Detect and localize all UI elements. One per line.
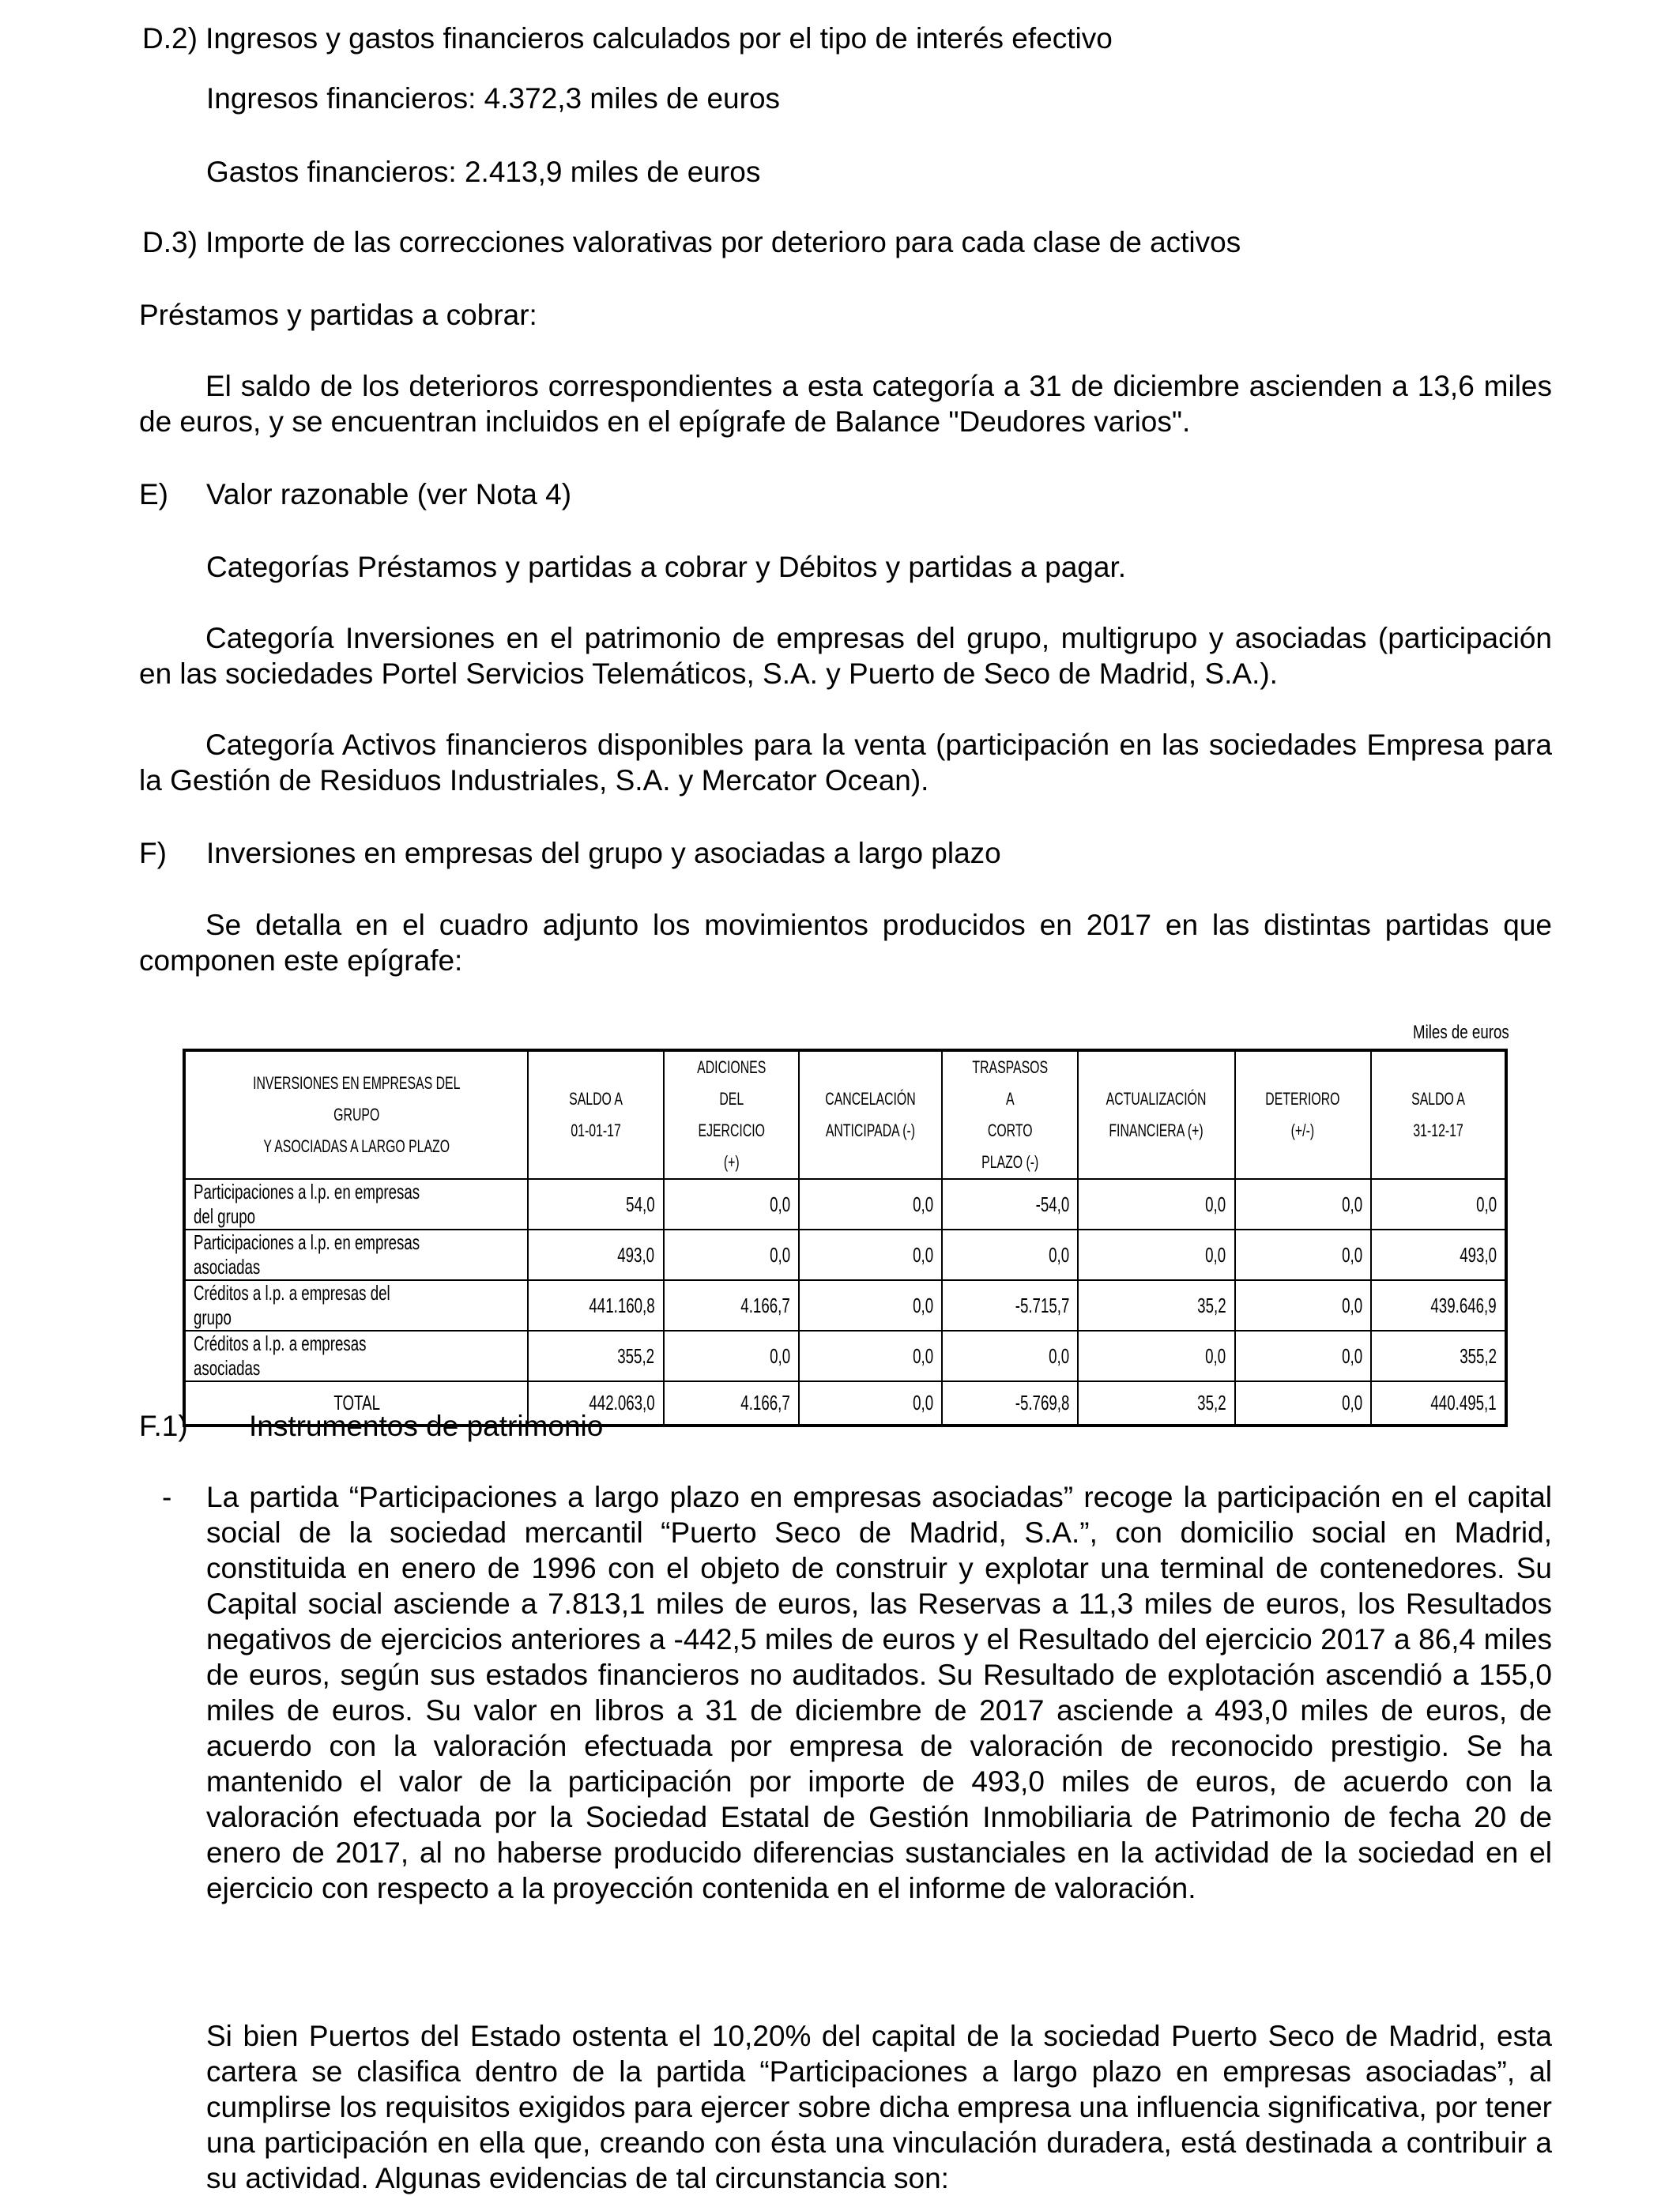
table-row xyxy=(184,1230,1506,1280)
movimientos-paragraph: Se detalla en el cuadro adjunto los movimientos producidos en 2017 en las distintas partidas que componen este epígrafe: xyxy=(139,909,1552,977)
total-value: 35,2 xyxy=(1078,1381,1234,1426)
section-f1-number: F.1) xyxy=(139,1410,188,1442)
section-e-letter: E) xyxy=(139,478,168,510)
gastos-financieros-text: Gastos financieros: 2.413,9 miles de euros xyxy=(206,156,761,188)
total-value: 0,0 xyxy=(799,1381,942,1426)
header-traspasos: TRASPASOS A CORTO PLAZO (-) xyxy=(942,1050,1078,1179)
cell-value: 4.166,7 xyxy=(664,1280,800,1331)
cell-value: 0,0 xyxy=(1235,1280,1371,1331)
row-label: Participaciones a l.p. en empresas asociadas xyxy=(184,1230,528,1280)
cell-value: 355,2 xyxy=(1371,1331,1506,1381)
cell-value: 0,0 xyxy=(1078,1331,1234,1381)
puerto-seco-paragraph: La partida “Participaciones a largo plazo en empresas asociadas” recoge la participación en el capital social de la sociedad mercantil “Puerto Seco de Madrid, S.A.”, con domicilio social en Madrid, constituida en enero de 1996 con el objeto de construir y explotar una terminal de contenedores. Su Capital social asciende a 7.813,1 miles de euros, las Reservas a 11,3 miles de euros, los Resultados negativos de ejercicios anteriores a -442,5 miles de euros y el Resultado del ejercicio 2017 a 86,4 miles de euros, según sus estados financieros no auditados. Su Resultado de explotación ascendió a 155,0 miles de euros. Su valor en libros a 31 de diciembre de 2017 asciende a 493,0 miles de euros, de acuerdo con la valoración efectuada por empresa de valoración de reconocido prestigio. Se ha mantenido el valor de la participación por importe de 493,0 miles de euros, de acuerdo con la valoración efectuada por la Sociedad Estatal de Gestión Inmobiliaria de Patrimonio de fecha 20 de enero de 2017, al no haberse producido diferencias sustanciales en la actividad de la sociedad en el ejercicio con respecto a la proyección contenida en el informe de valoración. xyxy=(206,1481,1552,1904)
header-saldo-inicial: SALDO A 01-01-17 xyxy=(528,1050,663,1179)
section-f-letter: F) xyxy=(139,837,167,869)
cell-value: 439.646,9 xyxy=(1371,1280,1506,1331)
header-actualizacion: ACTUALIZACIÓN FINANCIERA (+) xyxy=(1078,1050,1234,1179)
table-row xyxy=(184,1179,1506,1230)
cell-value: 0,0 xyxy=(664,1230,800,1280)
total-value: 442.063,0 xyxy=(528,1381,663,1426)
cell-value: 0,0 xyxy=(664,1179,800,1230)
investments-table xyxy=(183,1049,1508,1427)
cell-value: 0,0 xyxy=(664,1331,800,1381)
ingresos-financieros-text: Ingresos financieros: 4.372,3 miles de euros xyxy=(206,82,781,115)
cell-value: 0,0 xyxy=(799,1331,942,1381)
row-label: Participaciones a l.p. en empresas del grupo xyxy=(184,1179,528,1230)
total-label: TOTAL xyxy=(184,1381,528,1426)
total-value: 440.495,1 xyxy=(1371,1381,1506,1426)
total-value: -5.769,8 xyxy=(942,1381,1078,1426)
total-value: 4.166,7 xyxy=(664,1381,800,1426)
influencia-paragraph: Si bien Puertos del Estado ostenta el 10,20% del capital de la sociedad Puerto Seco de Madrid, esta cartera se clasifica dentro de la partida “Participaciones a largo plazo en empresas asociadas”, al cumplirse los requisitos exigidos para ejercer sobre dicha empresa una influencia significativa, por tener una participación en ella que, creando con ésta una vinculación duradera, está destinada a contribuir a su actividad. Algunas evidencias de tal circunstancia son: xyxy=(206,2020,1552,2194)
header-concepto: INVERSIONES EN EMPRESAS DEL GRUPO Y ASOCIADAS A LARGO PLAZO xyxy=(184,1050,528,1179)
bullet-dash: - xyxy=(162,1481,172,1513)
cell-value: -5.715,7 xyxy=(942,1280,1078,1331)
cell-value: 0,0 xyxy=(942,1331,1078,1381)
header-saldo-final: SALDO A 31-12-17 xyxy=(1371,1050,1506,1179)
cell-value: 0,0 xyxy=(1235,1331,1371,1381)
section-e-heading: Valor razonable (ver Nota 4) xyxy=(206,478,572,510)
cell-value: 0,0 xyxy=(1078,1179,1234,1230)
cell-value: 0,0 xyxy=(1078,1230,1234,1280)
cell-value: -54,0 xyxy=(942,1179,1078,1230)
cell-value: 35,2 xyxy=(1078,1280,1234,1331)
cell-value: 0,0 xyxy=(799,1230,942,1280)
table-header-row xyxy=(184,1050,1506,1179)
cell-value: 0,0 xyxy=(942,1230,1078,1280)
header-cancelacion: CANCELACIÓN ANTICIPADA (-) xyxy=(799,1050,942,1179)
row-label: Créditos a l.p. a empresas del grupo xyxy=(184,1280,528,1331)
row-label: Créditos a l.p. a empresas asociadas xyxy=(184,1331,528,1381)
section-d3-heading: D.3) Importe de las correcciones valorativas por deterioro para cada clase de activos xyxy=(142,226,1241,258)
cell-value: 0,0 xyxy=(1235,1179,1371,1230)
cell-value: 0,0 xyxy=(799,1280,942,1331)
cell-value: 0,0 xyxy=(1371,1179,1506,1230)
cell-value: 441.160,8 xyxy=(528,1280,663,1331)
deterioros-paragraph: El saldo de los deterioros correspondientes a esta categoría a 31 de diciembre ascienden a 13,6 miles de euros, y se encuentran incluidos en el epígrafe de Balance "Deudores varios". xyxy=(139,370,1552,438)
header-adiciones: ADICIONES DEL EJERCICIO (+) xyxy=(664,1050,800,1179)
valor-razonable-p1: Categorías Préstamos y partidas a cobrar y Débitos y partidas a pagar. xyxy=(206,551,1127,583)
cell-value: 355,2 xyxy=(528,1331,663,1381)
cell-value: 493,0 xyxy=(1371,1230,1506,1280)
cell-value: 0,0 xyxy=(1235,1230,1371,1280)
prestamos-subheading: Préstamos y partidas a cobrar: xyxy=(139,299,537,331)
section-f-heading: Inversiones en empresas del grupo y asociadas a largo plazo xyxy=(206,837,1001,869)
header-deterioro: DETERIORO (+/-) xyxy=(1235,1050,1371,1179)
valor-razonable-p3: Categoría Activos financieros disponibles para la venta (participación en las sociedades Empresa para la Gestión de Residuos Industriales, S.A. y Mercator Ocean). xyxy=(139,729,1552,797)
section-d2-heading: D.2) Ingresos y gastos financieros calculados por el tipo de interés efectivo xyxy=(142,22,1113,55)
section-f1-heading: Instrumentos de patrimonio xyxy=(249,1410,604,1442)
total-value: 0,0 xyxy=(1235,1381,1371,1426)
cell-value: 0,0 xyxy=(799,1179,942,1230)
table-unit-label: Miles de euros xyxy=(1413,1022,1509,1043)
valor-razonable-p2: Categoría Inversiones en el patrimonio de empresas del grupo, multigrupo y asociadas (participación en las sociedades Portel Servicios Telemáticos, S.A. y Puerto de Seco de Madrid, S.A.). xyxy=(139,622,1552,690)
cell-value: 54,0 xyxy=(528,1179,663,1230)
table-row xyxy=(184,1280,1506,1331)
cell-value: 493,0 xyxy=(528,1230,663,1280)
table-row xyxy=(184,1331,1506,1381)
